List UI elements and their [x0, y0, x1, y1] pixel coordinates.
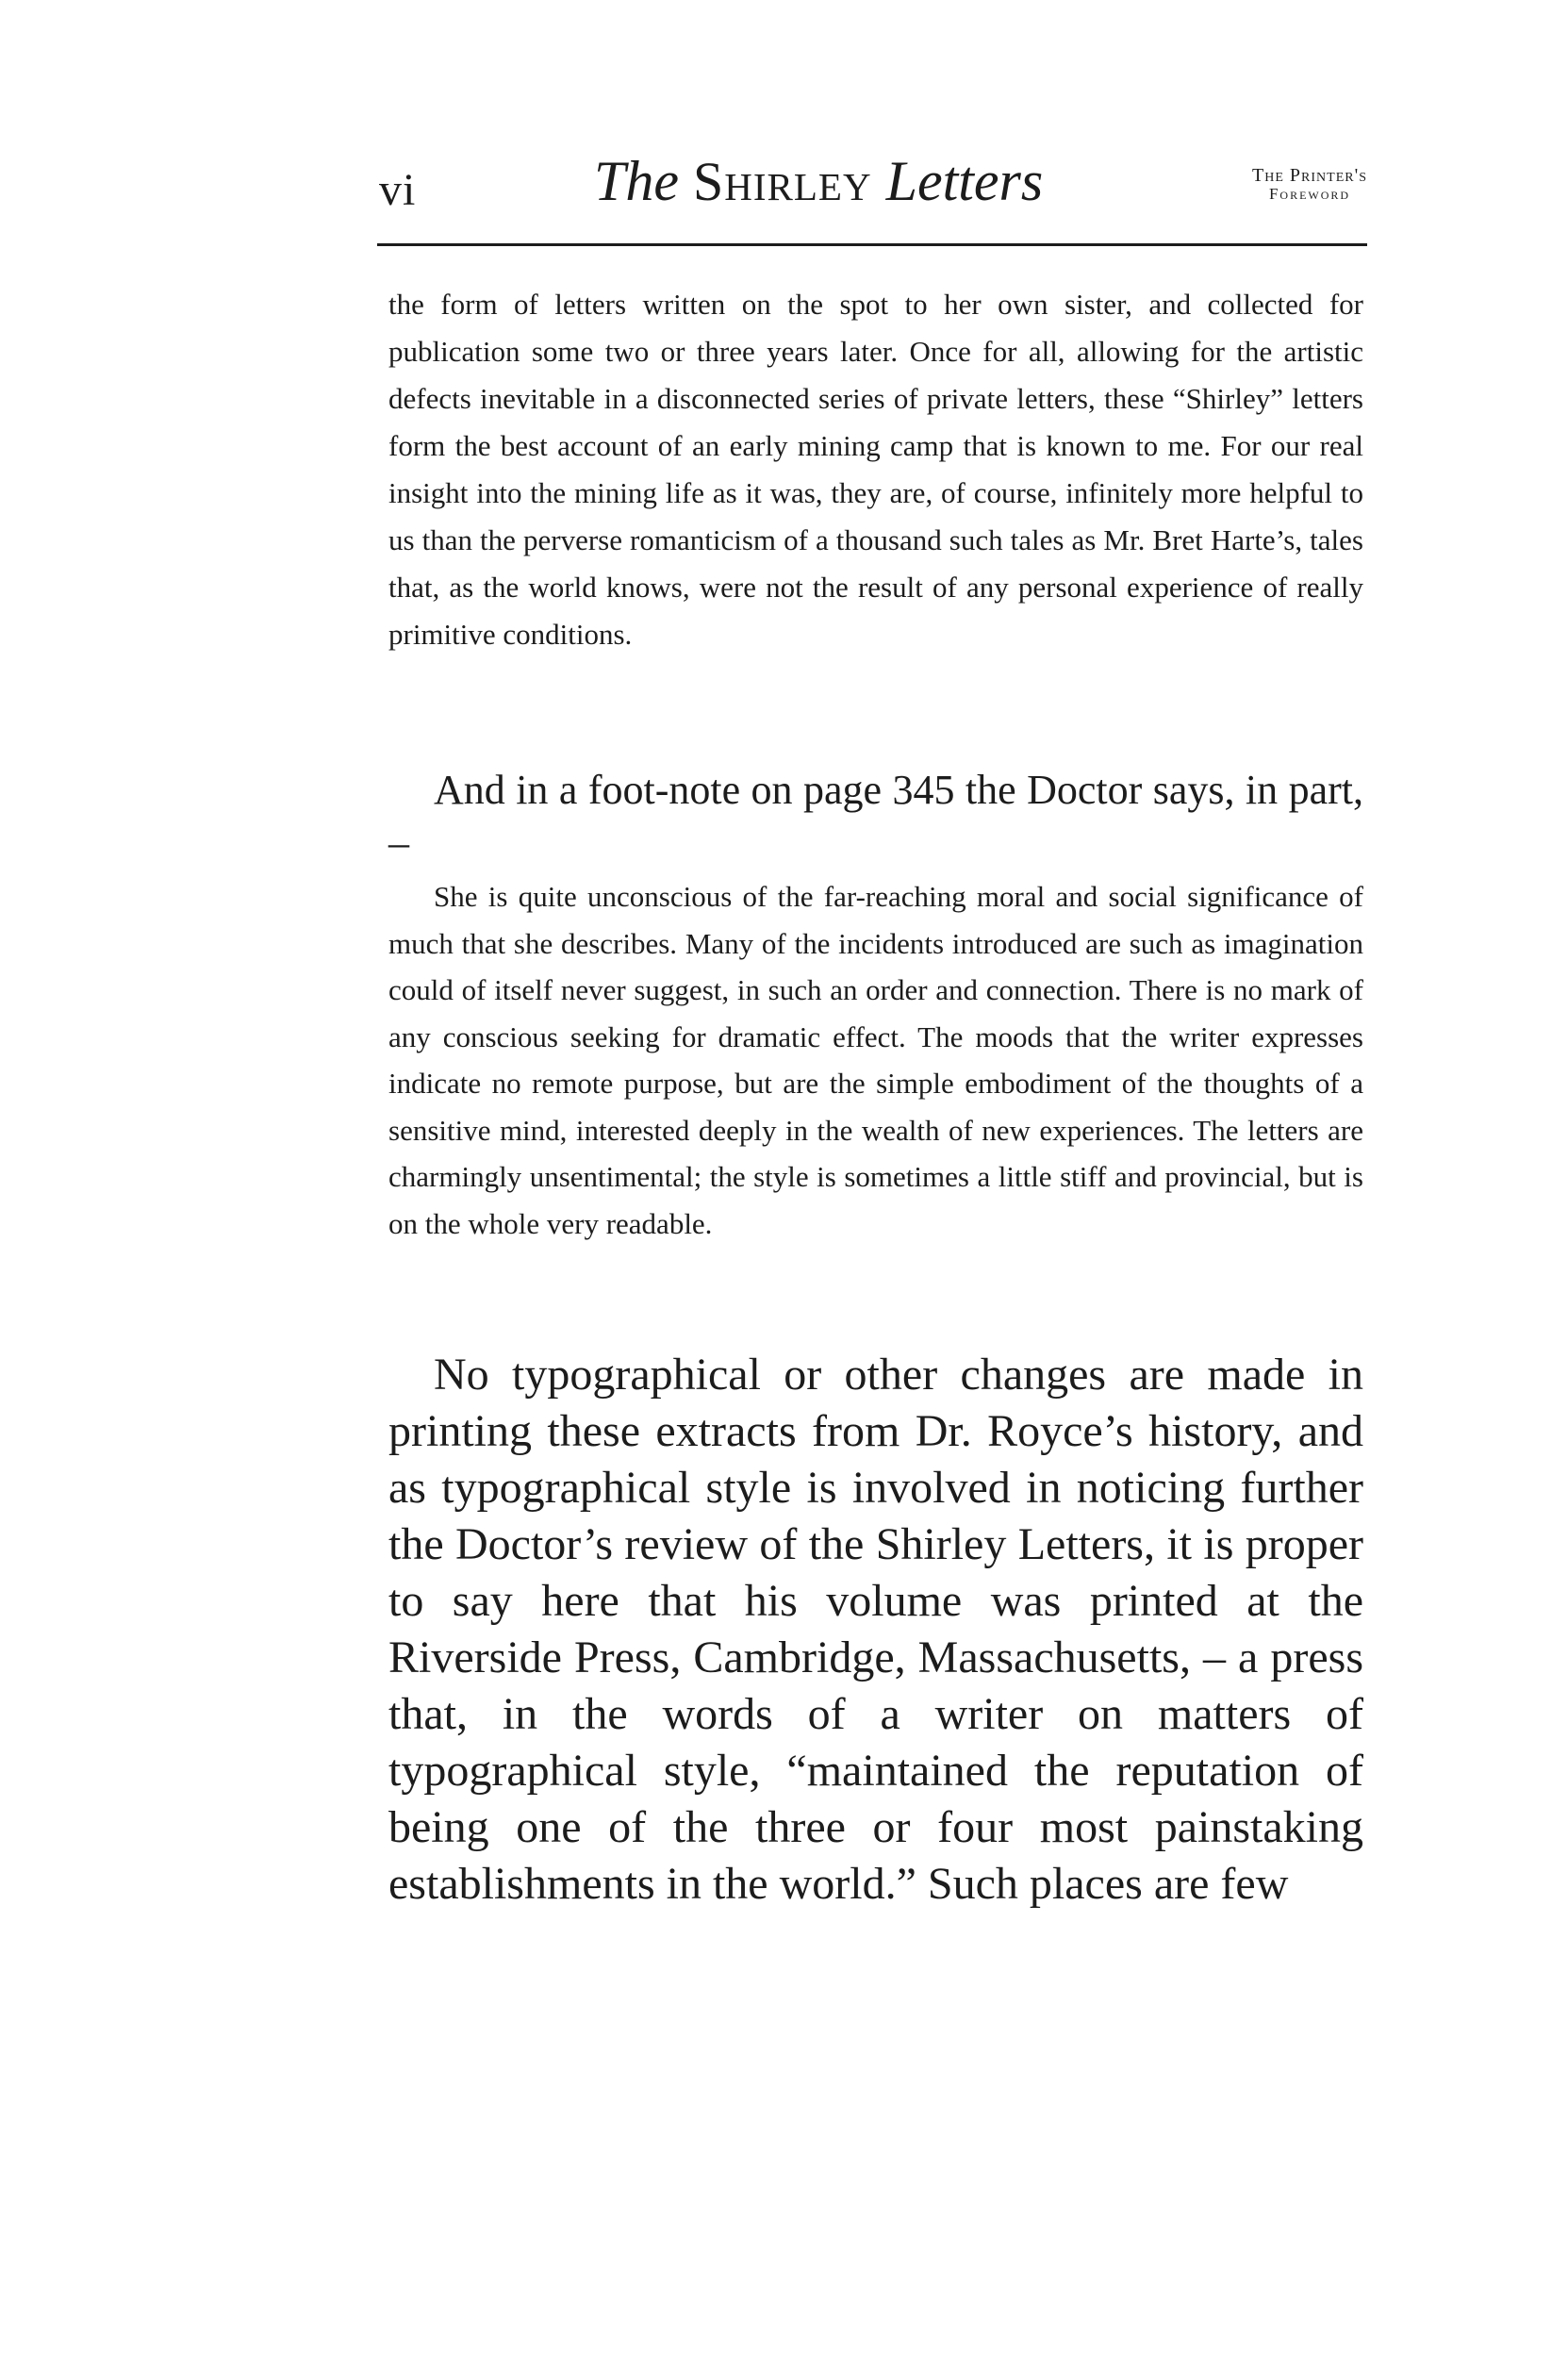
running-header: [377, 149, 1367, 243]
intro-paragraph: And in a foot-note on page 345 the Doctor says, in part, –: [388, 767, 1363, 866]
section-tag-line-1: The Printer's: [1252, 165, 1367, 186]
page-number: vi: [379, 165, 417, 215]
body-paragraph: No typographical or other changes are made in printing these extracts from Dr. Royce’s history, and as typographical style is involved in noticing further the Doctor’s review of the Shirley Letters, it is proper to say here that his volume was printed at the Riverside Press, Cambridge, Massachusetts, – a press that, in the words of a writer on matters of typographical style, “maintained the reputation of being one of the three or four most painstaking establishments in the world.” Such places are few: [388, 1350, 1363, 1909]
section-tag-line-2: Foreword: [1268, 185, 1351, 203]
running-title-shirley: Shirley: [693, 151, 872, 212]
running-title-the: The: [594, 150, 679, 212]
running-title: [594, 149, 1160, 214]
running-title-letters: Letters: [885, 150, 1044, 212]
quoted-extract-2: She is quite unconscious of the far-reaching moral and social significance of much that she describes. Many of the incidents introduced are such as imagination could of itself never suggest, in such an order and connection. There is no mark of any conscious seeking for dramatic effect. The moods that the writer expresses indicate no remote purpose, but are the simple embodiment of the thoughts of a sensitive mind, interested deeply in the wealth of new experiences. The letters are charmingly unsentimental; the style is sometimes a little stiff and provincial, but is on the whole very readable.: [388, 880, 1363, 1240]
section-tag: [1252, 166, 1367, 203]
header-rule: [377, 243, 1367, 246]
quoted-extract-1: the form of letters written on the spot to her own sister, and collected for publication some two or three years later. Once for all, allowing for the artistic defects inevitable in a disconnected series of private letters, these “Shirley” letters form the best account of an early mining camp that is known to me. For our real insight into the mining life as it was, they are, of course, infinitely more helpful to us than the perverse romanticism of a thousand such tales as Mr. Bret Harte’s, tales that, as the world knows, were not the result of any personal experience of really primitive conditions.: [388, 288, 1363, 651]
